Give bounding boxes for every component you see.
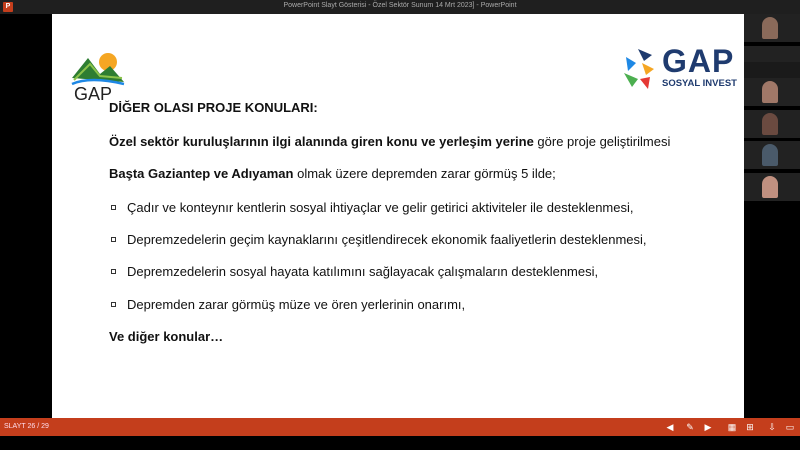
gap-logo-left — [70, 48, 125, 103]
bullet-square-icon — [111, 205, 116, 210]
powerpoint-icon: P — [3, 2, 13, 12]
slide[interactable] — [52, 14, 747, 418]
screen-bottom-border — [0, 436, 800, 450]
more-options-icon[interactable]: ▭ — [785, 422, 795, 432]
bullet-square-icon — [111, 269, 116, 274]
participant-tile[interactable] — [744, 110, 800, 138]
gap-logo-text: GAP — [662, 43, 735, 79]
paragraph-provinces — [109, 166, 556, 182]
window-title: PowerPoint Slayt Gösterisi - Özel Sektör Sunum 14 Mrt 2023] - PowerPoint — [283, 2, 517, 9]
participant-video-panel — [744, 14, 800, 418]
participant-tile[interactable] — [744, 173, 800, 201]
zoom-icon[interactable]: ⊞ — [746, 422, 754, 432]
sosyal-invest-text: SOSYAL INVEST — [662, 78, 737, 89]
slideshow-statusbar — [0, 418, 800, 436]
bullet-text: Çadır ve konteynır kentlerin sosyal ihtiyaçlar ve gelir getirici aktiviteler ile desteklenmesi, — [127, 200, 634, 215]
pen-tool-icon[interactable]: ✎ — [686, 422, 694, 432]
see-all-slides-icon[interactable]: ▦ — [727, 422, 737, 432]
presenter-view-icon[interactable]: ⇩ — [768, 422, 776, 432]
next-slide-icon[interactable]: ▶ — [704, 422, 712, 432]
paragraph-provinces-bold: Başta Gaziantep ve Adıyaman — [109, 166, 294, 181]
gap-logo-left-text: GAP — [74, 84, 113, 103]
bullet-text: Depremzedelerin geçim kaynaklarını çeşitlendirecek ekonomik faaliyetlerin desteklenmesi, — [127, 232, 647, 247]
paragraph-private-sector — [109, 134, 670, 150]
bullet-square-icon — [111, 302, 116, 307]
closing-text: Ve diğer konular… — [109, 329, 224, 344]
participant-avatar — [762, 113, 778, 135]
participant-avatar — [762, 144, 778, 166]
participant-tile[interactable] — [744, 14, 800, 42]
slide-counter: SLAYT 26 / 29 — [4, 423, 49, 430]
slide-heading: DİĞER OLASI PROJE KONULARI: — [109, 100, 318, 115]
previous-slide-icon[interactable]: ◀ — [666, 422, 674, 432]
participant-avatar — [762, 81, 778, 103]
paragraph-private-sector-rest: göre proje geliştirilmesi — [533, 134, 671, 149]
bullet-text: Depremden zarar görmüş müze ve ören yerlerinin onarımı, — [127, 297, 466, 312]
gap-sosyal-invest-logo — [618, 43, 738, 93]
participant-tile[interactable] — [744, 141, 800, 169]
participant-avatar — [762, 176, 778, 198]
bullet-text: Depremzedelerin sosyal hayata katılımını sağlayacak çalışmaların desteklenmesi, — [127, 264, 599, 279]
paragraph-private-sector-bold: Özel sektör kuruluşlarının ilgi alanında giren konu ve yerleşim yerine — [109, 134, 534, 149]
paragraph-provinces-rest: olmak üzere depremden zarar görmüş 5 ilde; — [293, 166, 556, 181]
bullet-square-icon — [111, 237, 116, 242]
participant-avatar — [762, 17, 778, 39]
participant-tile[interactable] — [744, 78, 800, 106]
window-titlebar — [0, 0, 800, 14]
